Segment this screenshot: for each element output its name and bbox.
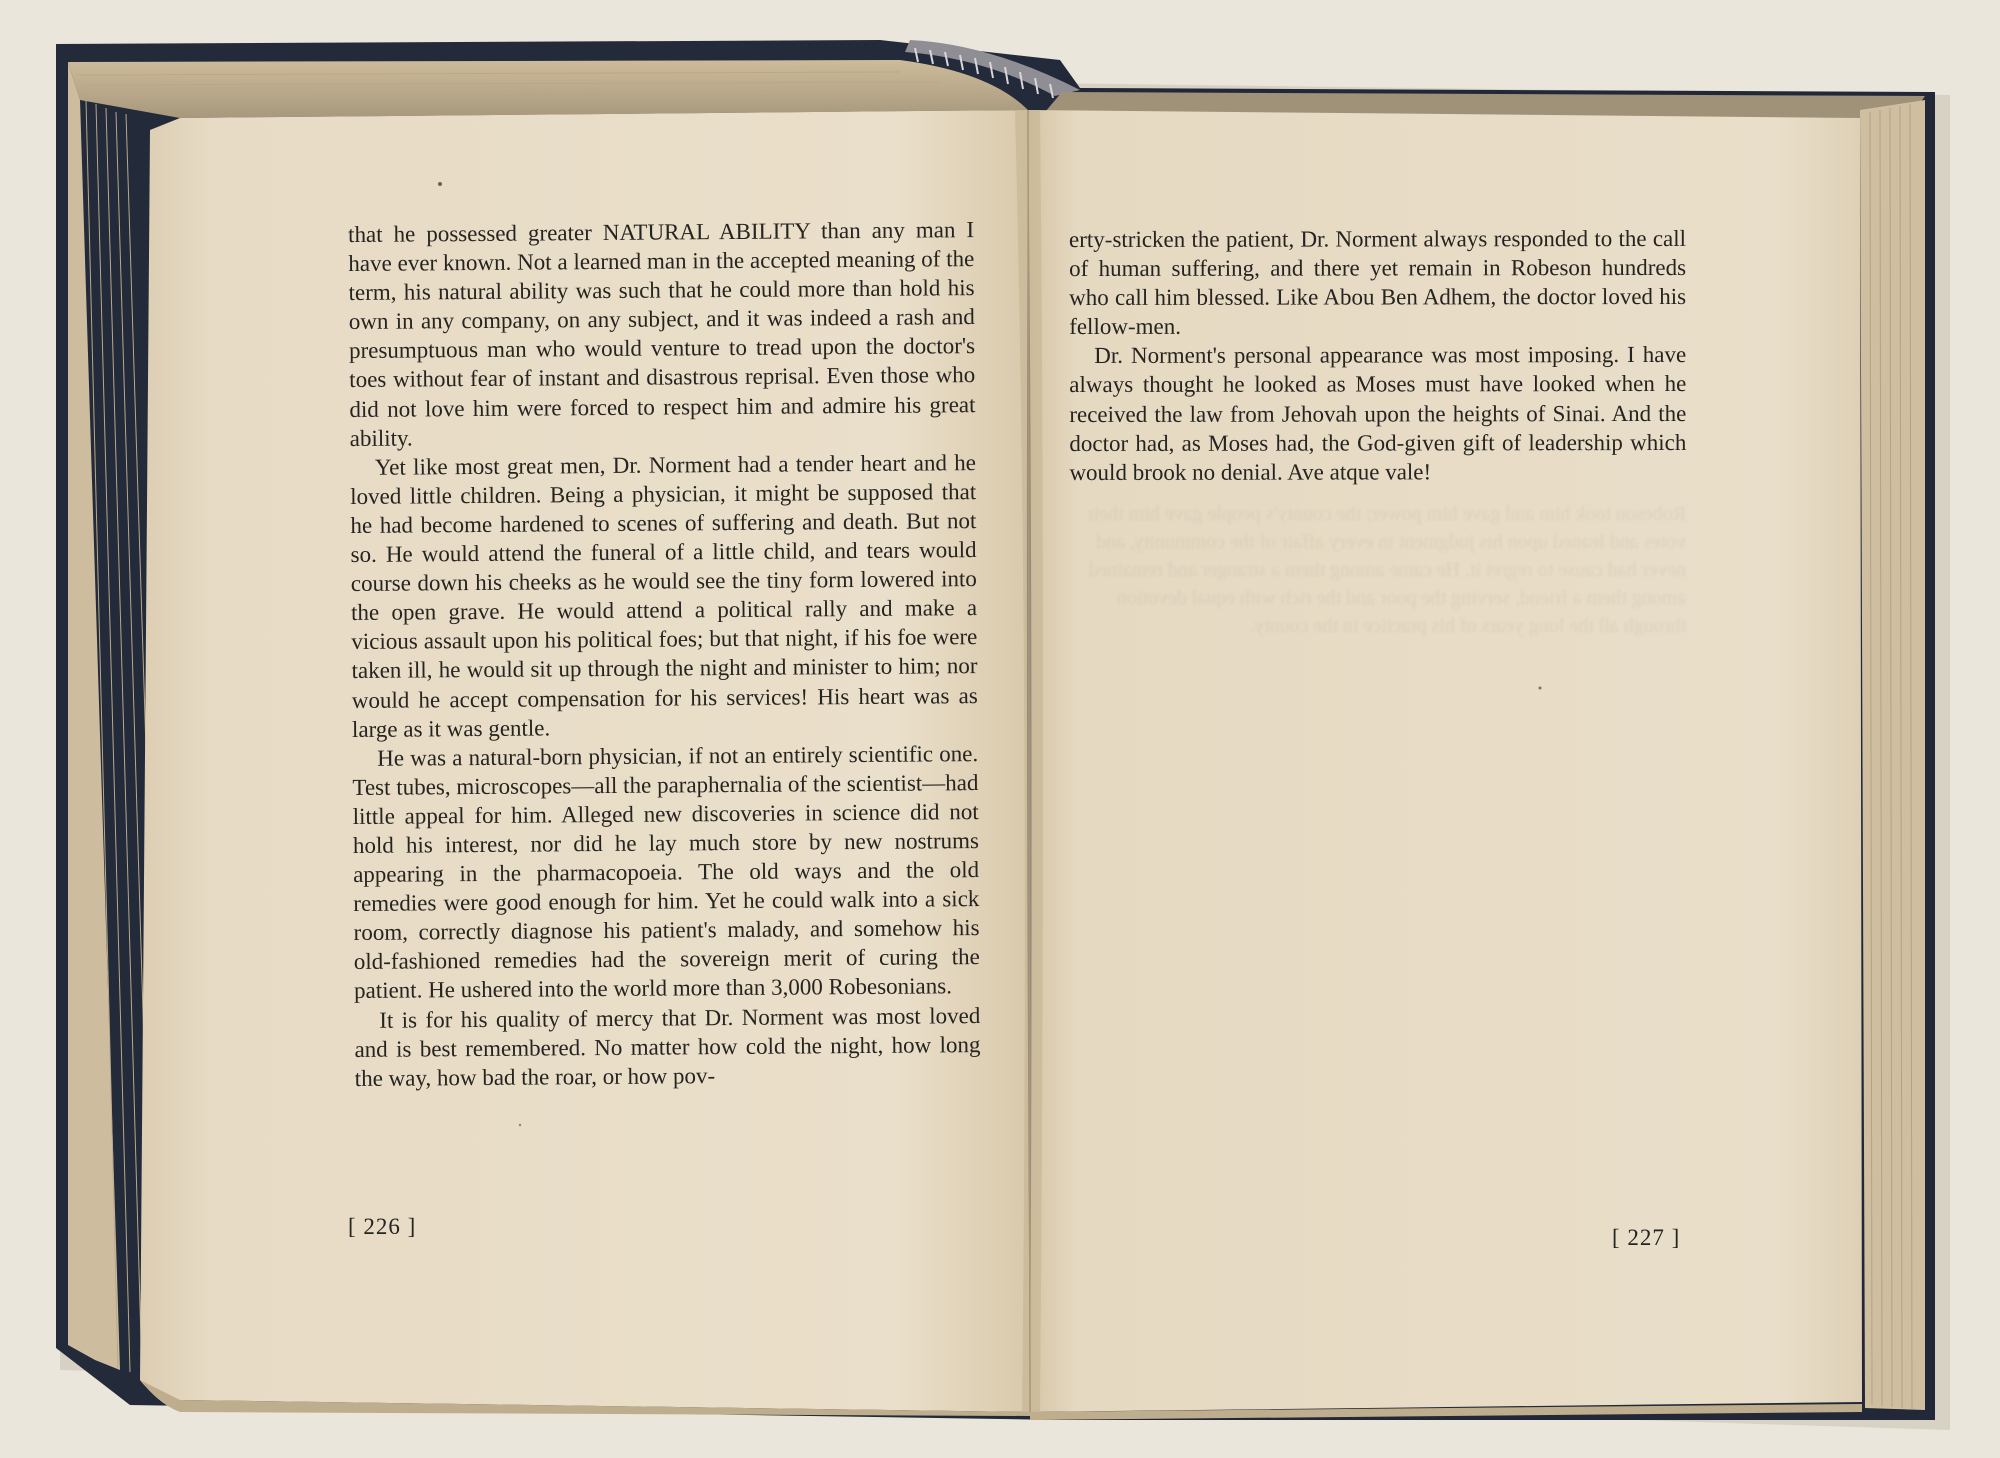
right-paragraph-1: erty-stricken the patient, Dr. Norment always responded to the call of human suffering, and there yet remain in Robeson hundreds who call him blessed. Like Abou Ben Adhem, the doctor loved his fellow-men. — [1069, 225, 1687, 340]
right-page-stack-side — [1860, 100, 1925, 1410]
left-paragraph-1: that he possessed greater NATURAL ABILITY than any man I have ever known. Not a learned man in the accepted meaning of the term, his natural ability was such that he could more than hold his own in any company, on any subject, and it was indeed a rash and presumptuous man who would venture to tread upon the doctor's toes without fear of instant and disastrous reprisal. Even those who did not love him were forced to respect him and admire his great ability. — [348, 217, 976, 451]
right-paragraph-2: Dr. Norment's personal appearance was most imposing. I have always thought he looked as Moses must have looked when he received the law from Jehovah upon the heights of Sinai. And the doctor had, as Moses had, the God-given gift of leadership which would brook no denial. Ave atque vale! — [1069, 342, 1687, 485]
page-speck — [438, 182, 442, 186]
page-speck — [1539, 687, 1542, 690]
left-paragraph-3: He was a natural-born physician, if not an entirely scientific one. Test tubes, microscopes—all the paraphernalia of the scientist—had little appeal for him. Alleged new discoveries in science did not hold his interest, nor did he lay much store by new nostrums appearing in the pharmacopoeia. The old ways and the old remedies were good enough for him. Yet he could walk into a sick room, correctly diagnose his patient's malady, and somehow his old-fashioned remedies had the sovereign merit of curing the patient. He ushered into the world more than 3,000 Robesonians. — [352, 740, 980, 1004]
right-page-text — [1069, 224, 1686, 487]
left-page-stack-top — [68, 60, 1028, 118]
left-page-text — [348, 215, 981, 1093]
right-page-number: [ 227 ] — [1612, 1225, 1681, 1250]
page-speck — [519, 1124, 521, 1126]
left-paragraph-2: Yet like most great men, Dr. Norment had a tender heart and he loved little children. Being a physician, it might be supposed that he had become hardened to scenes of suffering and death. But not so. He would attend the funeral of a little child, and tears would course down his cheeks as he would see the tiny form lowered into the open grave. He would attend a political rally and make a vicious assault upon his political foes; but that night, if his foe were taken ill, he would sit up through the night and minister to him; nor would he accept compensation for his services! His heart was as large as it was gentle. — [350, 449, 978, 742]
show-through-text: Robeson took him and gave him power; the county's people gave him their votes and leaned upon his judgment in every affair of the community, and never had cause to regret it. He came among them a stranger and remained among them a friend, serving the poor and the rich with equal devotion through all the long years of his practice in the county. — [1086, 503, 1686, 637]
left-paragraph-4: It is for his quality of mercy that Dr. Norment was most loved and is best remembered. No matter how cold the night, how long the way, how bad the roar, or how pov- — [354, 1002, 981, 1091]
left-page-number: [ 226 ] — [348, 1214, 417, 1239]
